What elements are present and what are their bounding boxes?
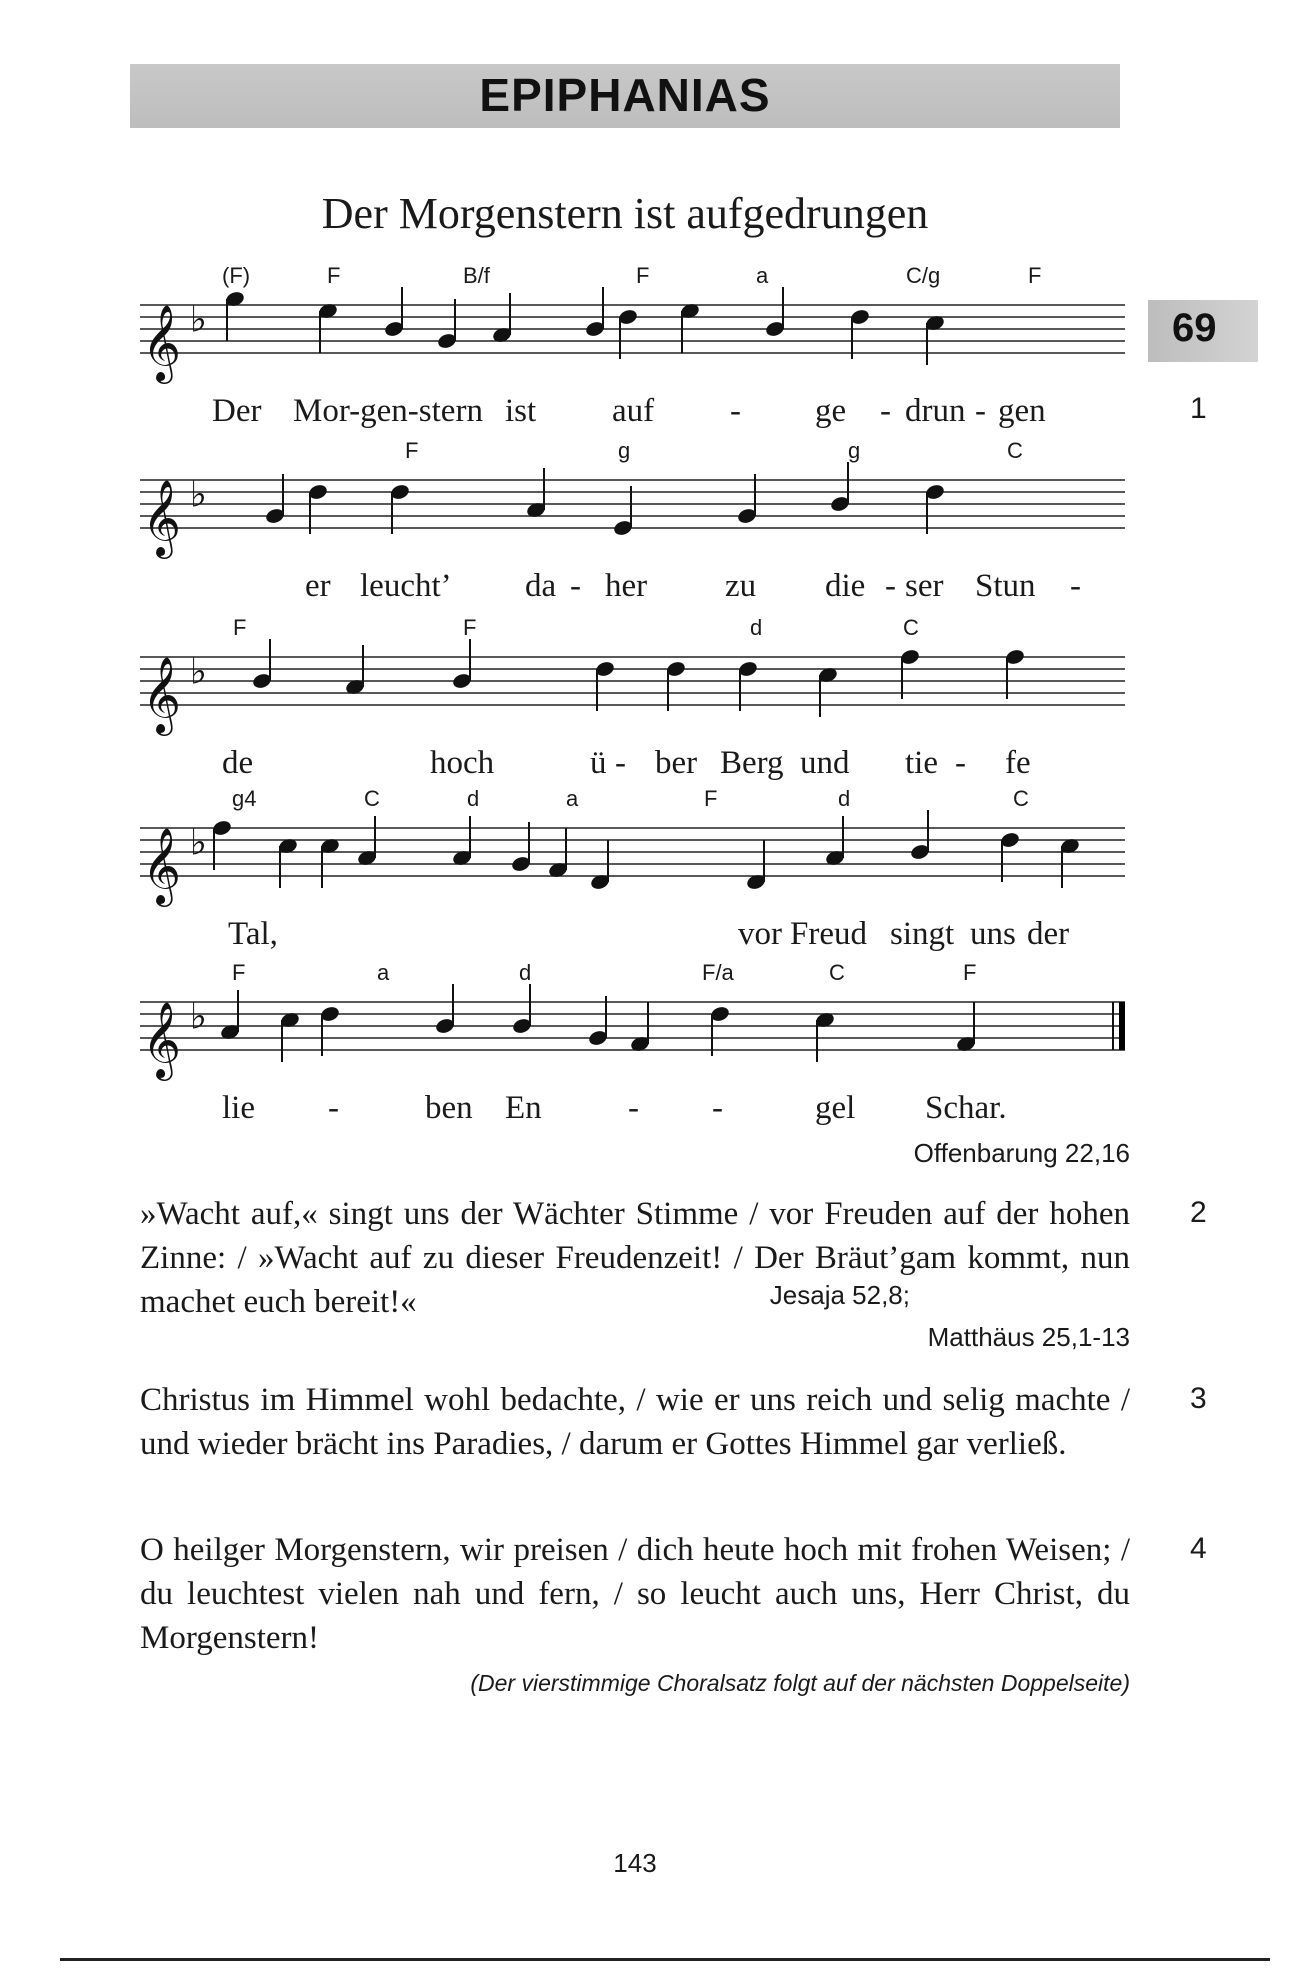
lyric-syllable: ist xyxy=(505,393,537,429)
staff-system-5 xyxy=(140,960,1125,1126)
chord-symbol: C xyxy=(364,786,380,811)
lyric-syllable: En xyxy=(505,1090,542,1126)
verse-number-4: 4 xyxy=(1190,1532,1207,1565)
chord-symbol: C xyxy=(903,615,919,640)
lyric-syllable: auf xyxy=(612,393,655,429)
chord-symbol: C xyxy=(829,960,845,985)
lyric-syllable: - xyxy=(1070,568,1081,604)
verse-2-text: »Wacht auf,« singt uns der Wächter Stimme / vor Freuden auf der hohen Zinne: / »Wacht auf zu dieser Freudenzeit! / Der Bräut’gam kommt, nun machet euch bereit!« xyxy=(140,1196,1130,1320)
staff-system-4 xyxy=(140,786,1125,952)
chord-symbol: a xyxy=(377,960,390,985)
scripture-reference-2b: Matthäus 25,1-13 xyxy=(927,1322,1130,1352)
staff-system-1 xyxy=(140,263,1125,429)
lyric-syllable: Tal, xyxy=(228,916,278,952)
chord-symbol: F xyxy=(636,263,650,288)
lyric-syllable: singt xyxy=(890,916,955,952)
lyric-syllable: - xyxy=(885,568,896,604)
lyric-syllable: da xyxy=(525,568,557,604)
lyric-syllable: her xyxy=(605,568,648,604)
lyric-syllable: leucht’ xyxy=(360,568,452,604)
lyric-syllable: fe xyxy=(1005,745,1031,781)
lyric-syllable: drun xyxy=(905,393,966,429)
chord-symbol: d xyxy=(519,960,532,985)
flat-key-signature: ♭ xyxy=(190,822,207,864)
lyric-syllable: ber xyxy=(655,745,698,781)
hymn-number: 69 xyxy=(1172,306,1217,350)
lyric-syllable: ge xyxy=(815,393,847,429)
scripture-reference-1: Offenbarung 22,16 xyxy=(913,1138,1130,1168)
chord-symbol: d xyxy=(838,786,851,811)
chord-symbol: F xyxy=(232,960,246,985)
lyric-syllable: zu xyxy=(725,568,757,604)
chord-symbol: F xyxy=(233,615,247,640)
lyric-syllable: gel xyxy=(815,1090,856,1126)
lyric-syllable: tie xyxy=(905,745,938,781)
lyric-syllable: die xyxy=(825,568,866,604)
chord-symbol: F xyxy=(405,438,419,463)
lyric-syllable: ser xyxy=(905,568,944,604)
treble-clef: 𝄞 xyxy=(142,304,182,381)
staff-system-3 xyxy=(140,615,1125,781)
lyric-syllable: vor xyxy=(738,916,782,952)
verse-number-3: 3 xyxy=(1190,1382,1207,1415)
flat-key-signature: ♭ xyxy=(190,996,207,1038)
lyric-syllable: - xyxy=(328,1090,339,1126)
lyric-syllable: ben xyxy=(425,1090,473,1126)
lyric-syllable: - xyxy=(712,1090,723,1126)
lyric-syllable: Mor-gen-stern xyxy=(293,393,483,429)
chord-symbol: a xyxy=(566,786,579,811)
treble-clef: 𝄞 xyxy=(142,479,182,556)
chord-symbol: C xyxy=(1007,438,1023,463)
lyric-syllable: uns xyxy=(970,916,1016,952)
chord-symbol: F xyxy=(963,960,977,985)
chord-symbol: F xyxy=(1028,263,1042,288)
verse-number-2: 2 xyxy=(1190,1196,1207,1229)
lyric-syllable: - xyxy=(730,393,741,429)
lyric-syllable: de xyxy=(222,745,254,781)
chord-symbol: g4 xyxy=(232,786,257,811)
staff-system-2 xyxy=(140,438,1125,604)
chord-symbol: F/a xyxy=(702,960,734,985)
chord-symbol: a xyxy=(756,263,769,288)
flat-key-signature: ♭ xyxy=(190,299,207,341)
lyric-syllable: gen xyxy=(998,393,1046,429)
lyric-syllable: Schar. xyxy=(925,1090,1007,1126)
lyric-syllable: Berg xyxy=(720,745,784,781)
final-barline-thick xyxy=(1119,1002,1125,1050)
lyric-syllable: hoch xyxy=(430,745,495,781)
section-title: EPIPHANIAS xyxy=(479,69,771,121)
lyric-syllable: - xyxy=(975,393,986,429)
verse-3-text: Christus im Himmel wohl bedachte, / wie er uns reich und selig machte / und wieder brächt ins Paradies, / darum er Gottes Himmel gar verließ. xyxy=(140,1382,1130,1462)
page-number: 143 xyxy=(613,1848,657,1878)
lyric-syllable: - xyxy=(955,745,966,781)
lyric-syllable: Stun xyxy=(975,568,1036,604)
lyric-syllable: - xyxy=(570,568,581,604)
lyric-syllable: und xyxy=(800,745,850,781)
lyric-syllable: lie xyxy=(222,1090,255,1126)
flat-key-signature: ♭ xyxy=(190,474,207,516)
flat-key-signature: ♭ xyxy=(190,651,207,693)
chord-symbol: d xyxy=(467,786,480,811)
lyric-syllable: Freud xyxy=(790,916,867,952)
lyric-syllable: - xyxy=(880,393,891,429)
song-title: Der Morgenstern ist aufgedrungen xyxy=(321,189,929,238)
treble-clef: 𝄞 xyxy=(142,827,182,904)
lyric-syllable: der xyxy=(1027,916,1070,952)
treble-clef: 𝄞 xyxy=(142,656,182,733)
lyric-syllable: Der xyxy=(212,393,262,429)
lyric-syllable: er xyxy=(305,568,331,604)
chord-symbol: F xyxy=(463,615,477,640)
scripture-reference-2a: Jesaja 52,8; xyxy=(769,1280,910,1310)
chord-symbol: C xyxy=(1013,786,1029,811)
lyric-syllable: - xyxy=(628,1090,639,1126)
lyric-syllable: - xyxy=(615,745,626,781)
verse-4-text: O heilger Morgenstern, wir preisen / dich heute hoch mit frohen Weisen; / du leuchtest vielen nah und fern, / so leucht auch uns, Herr Christ, du Morgenstern! xyxy=(140,1532,1130,1656)
page-bottom-rule xyxy=(60,1958,1270,1961)
chord-symbol: B/f xyxy=(463,263,490,288)
chord-symbol: (F) xyxy=(222,263,251,288)
lyric-syllable: ü xyxy=(590,745,607,781)
chord-symbol: g xyxy=(848,438,861,463)
chord-symbol: F xyxy=(327,263,341,288)
treble-clef: 𝄞 xyxy=(142,1001,182,1078)
chord-symbol: g xyxy=(618,438,631,463)
verse-number-1: 1 xyxy=(1190,392,1207,425)
chord-symbol: F xyxy=(704,786,718,811)
chord-symbol: d xyxy=(750,615,763,640)
footnote: (Der vierstimmige Choralsatz folgt auf der nächsten Doppelseite) xyxy=(470,1670,1130,1696)
chord-symbol: C/g xyxy=(906,263,941,288)
